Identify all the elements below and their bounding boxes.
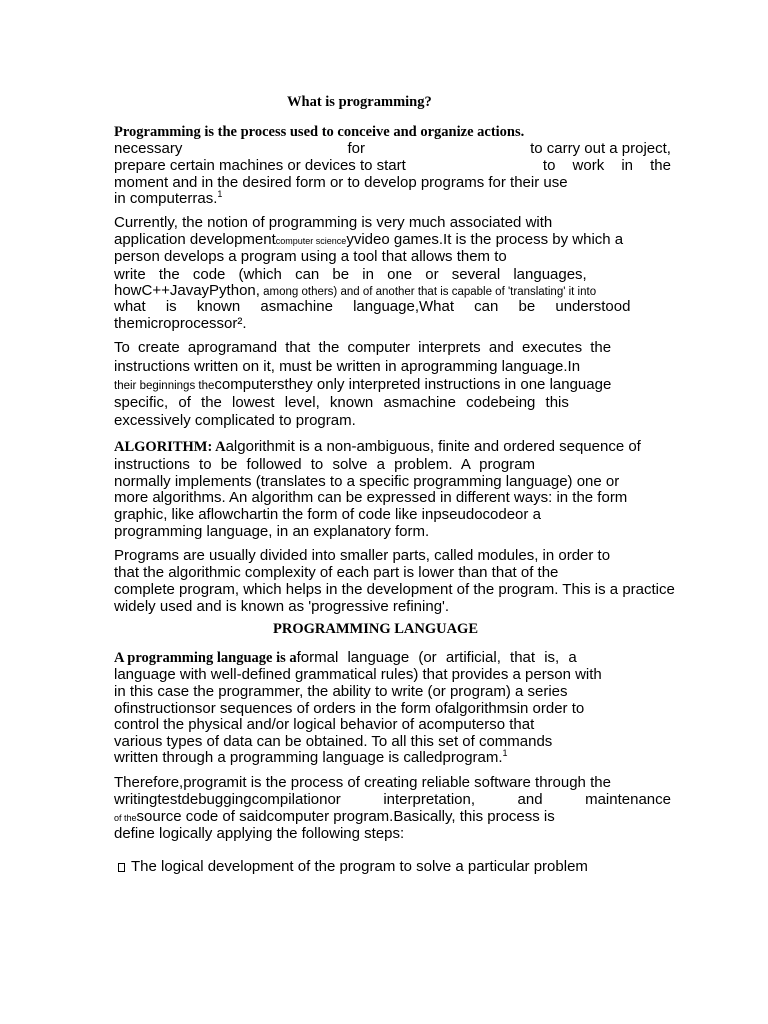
p5-line-3: complete program, which helps in the development of the program. This is a practice xyxy=(114,581,675,598)
p6-lead: A programming language is a xyxy=(114,650,297,666)
p6-text: formal language (or artificial, that is, a xyxy=(296,649,577,666)
footnote-ref: 1 xyxy=(217,189,223,199)
p3-line-1: To create aprogramand that the computer interprets and executes the xyxy=(114,339,612,356)
p4-text: algorithmit is a non-ambiguous, finite and ordered sequence of xyxy=(225,438,641,455)
p7-line-2 xyxy=(114,791,671,808)
p6-line-2: language with well-defined grammatical rules) that provides a person with xyxy=(114,666,602,683)
p2-line-3: person develops a program using a tool that allows them to xyxy=(114,248,507,265)
p1-line-5 xyxy=(114,190,222,207)
section-title: PROGRAMMING LANGUAGE xyxy=(273,621,479,637)
p2-small-text: computer science xyxy=(275,236,347,246)
p7-word: writingtestdebuggingcompilationor xyxy=(114,791,341,808)
p7-word: and xyxy=(517,791,543,808)
p2-line-1: Currently, the notion of programming is very much associated with xyxy=(114,214,553,231)
p1-word: to xyxy=(542,157,556,174)
p2-line-6: what is known asmachine language,What can be understood xyxy=(114,298,631,315)
p7-word: maintenance xyxy=(585,791,671,808)
p6-line-5: control the physical and/or logical behavior of acomputerso that xyxy=(114,716,535,733)
p5-line-2: that the algorithmic complexity of each part is lower than that of the xyxy=(114,564,559,581)
p1-line-1 xyxy=(114,123,524,141)
p5-line-1: Programs are usually divided into smaller parts, called modules, in order to xyxy=(114,547,611,564)
p4-line-3: normally implements (translates to a specific programming language) one or xyxy=(114,473,620,490)
p2-line-7: themicroprocessor². xyxy=(114,315,247,332)
p5-line-4: widely used and is known as 'progressive refining'. xyxy=(114,598,450,615)
p2-text: application development xyxy=(114,231,276,248)
bullet-box-icon xyxy=(118,863,125,872)
p2-line-4: write the code (which can be in one or several languages, xyxy=(114,266,587,283)
p1-word: for xyxy=(347,140,365,157)
p4-line-1 xyxy=(114,438,641,456)
p4-line-4: more algorithms. An algorithm can be expressed in different ways: in the form xyxy=(114,489,628,506)
p7-line-1: Therefore,programit is the process of creating reliable software through the xyxy=(114,774,611,791)
page-title: What is programming? xyxy=(287,94,432,110)
algorithm-heading: ALGORITHM: A xyxy=(114,439,226,455)
p3-line-4: specific, of the lowest level, known asmachine codebeing this xyxy=(114,394,569,411)
p1-lead: Programming is the process used to conceive and organize actions. xyxy=(114,124,525,140)
p1-word: necessary xyxy=(114,140,183,157)
p6-text: written through a programming language is calledprogram. xyxy=(114,749,503,766)
p1-line-4: moment and in the desired form or to develop programs for their use xyxy=(114,174,568,191)
p6-line-1 xyxy=(114,649,577,667)
p4-line-5: graphic, like aflowchartin the form of code like inpseudocodeor a xyxy=(114,506,541,523)
list-item-text: The logical development of the program to solve a particular problem xyxy=(131,858,588,875)
p1-text: in computerras. xyxy=(114,190,218,207)
p1-word: to carry out a project, xyxy=(530,140,671,157)
p2-text: yvideo games.It is the process by which a xyxy=(346,231,624,248)
p1-word: prepare certain machines or devices to start xyxy=(114,157,406,174)
p6-line-3: in this case the programmer, the ability to write (or program) a series xyxy=(114,683,568,700)
p3-line-3 xyxy=(114,376,611,395)
p2-small-text: among others) and of another that is capable of 'translating' it into xyxy=(259,286,597,298)
p7-word: interpretation, xyxy=(383,791,476,808)
p4-line-6: programming language, in an explanatory form. xyxy=(114,523,430,540)
p3-text: computersthey only interpreted instructions in one language xyxy=(214,376,612,393)
p7-line-4: define logically applying the following steps: xyxy=(114,825,405,842)
p6-line-6: various types of data can be obtained. To all this set of commands xyxy=(114,733,553,750)
p4-line-2: instructions to be followed to solve a problem. A program xyxy=(114,456,536,473)
p3-line-2: instructions written on it, must be written in aprogramming language.In xyxy=(114,358,581,375)
p1-line-3 xyxy=(114,157,671,174)
p1-word: work xyxy=(572,157,605,174)
p7-text: source code of saidcomputer program.Basically, this process is xyxy=(136,808,555,825)
p6-line-7 xyxy=(114,749,508,766)
p2-text: howC++JavayPython, xyxy=(114,282,260,299)
footnote-ref: 1 xyxy=(502,748,508,758)
p7-small-text: of the xyxy=(114,813,137,823)
p3-line-5: excessively complicated to program. xyxy=(114,412,356,429)
p6-line-4: ofinstructionsor sequences of orders in the form ofalgorithmsin order to xyxy=(114,700,585,717)
p1-line-2 xyxy=(114,140,671,157)
list-item xyxy=(116,858,588,875)
p3-small-text: their beginnings the xyxy=(114,380,215,392)
p1-word: in xyxy=(621,157,634,174)
p1-word: the xyxy=(650,157,671,174)
